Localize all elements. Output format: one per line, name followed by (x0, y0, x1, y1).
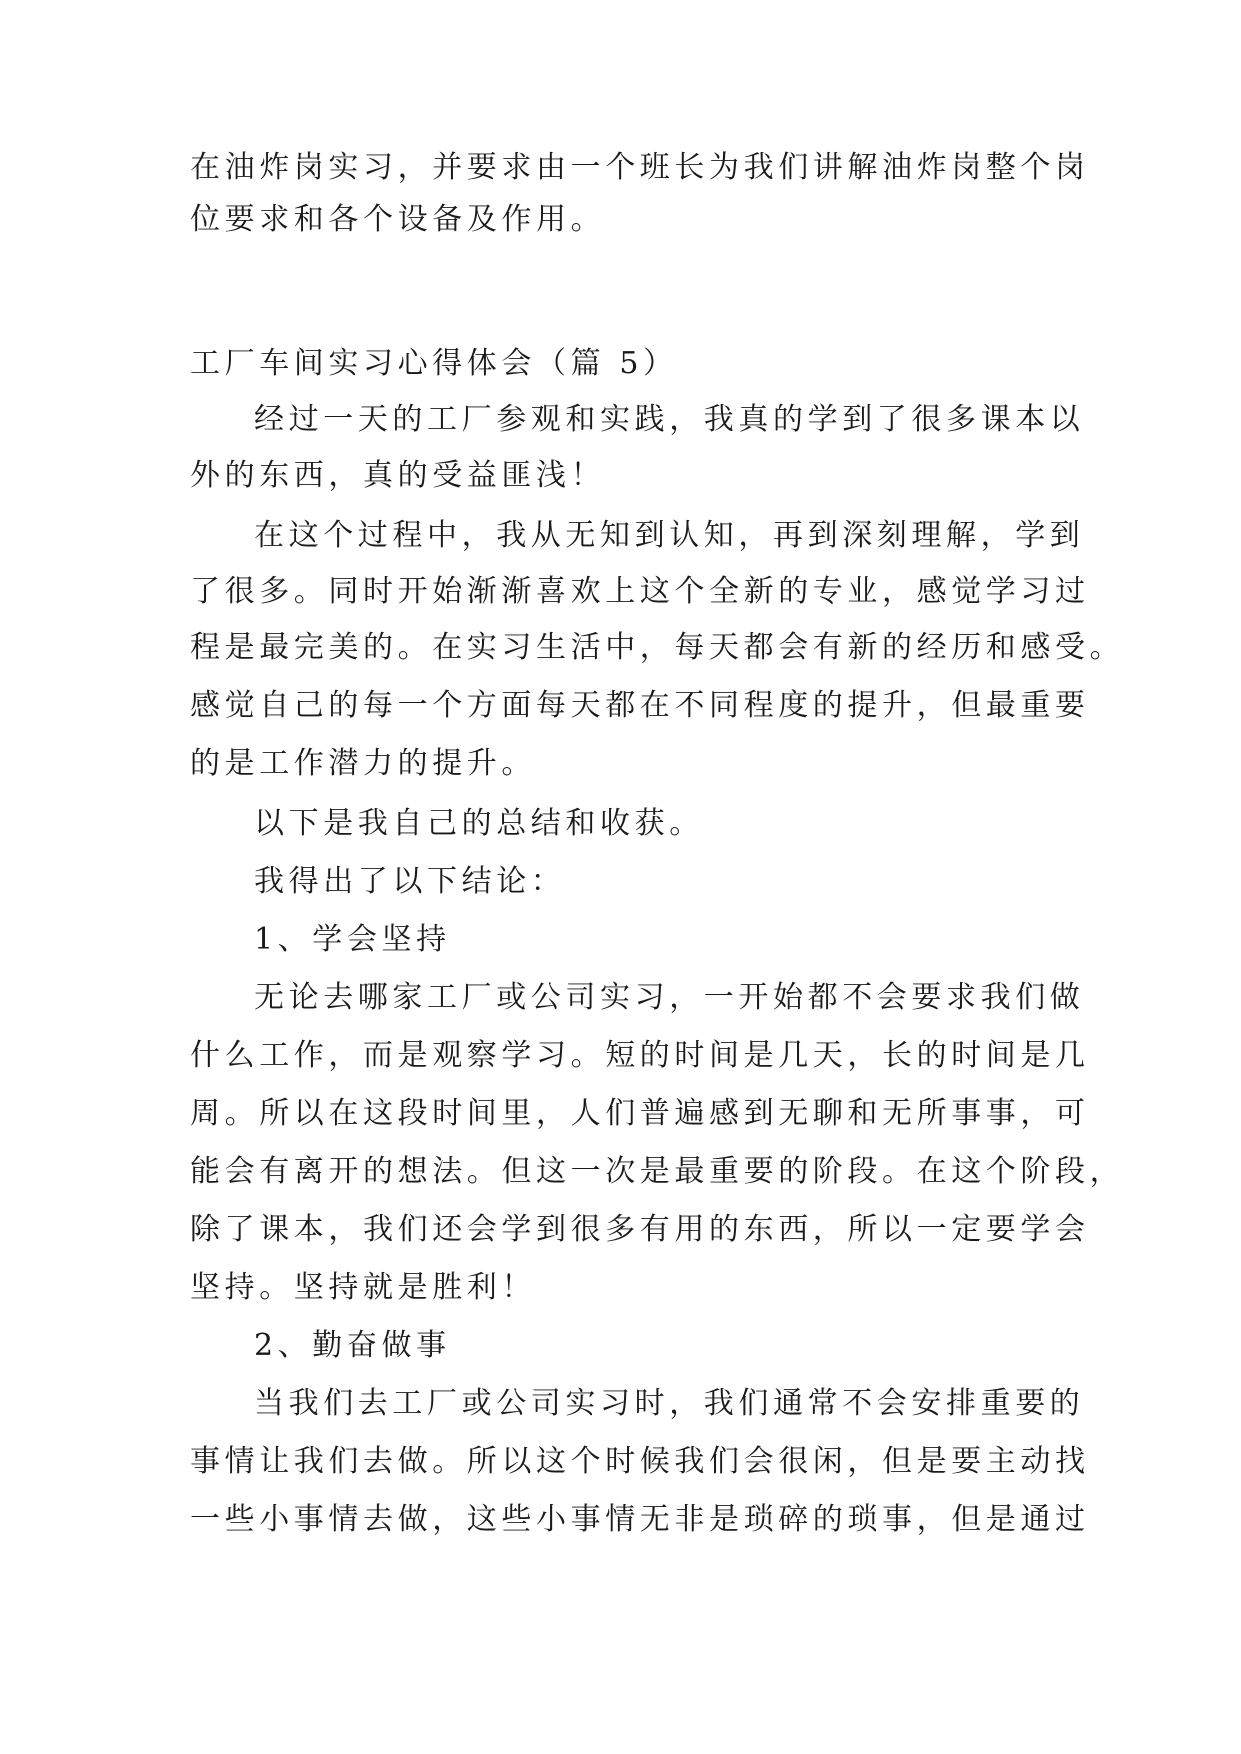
text-line: 感觉自己的每一个方面每天都在不同程度的提升，但最重要 (190, 688, 1090, 723)
text-line: 的是工作潜力的提升。 (190, 746, 536, 781)
text-line: 我得出了以下结论： (254, 864, 566, 899)
text-line: 了很多。同时开始渐渐喜欢上这个全新的专业，感觉学习过 (190, 574, 1090, 609)
text-line: 坚持。坚持就是胜利！ (190, 1270, 536, 1305)
text-line: 程是最完美的。在实习生活中，每天都会有新的经历和感受。 (190, 630, 1125, 665)
text-line: 以下是我自己的总结和收获。 (254, 806, 704, 841)
text-line: 在油炸岗实习，并要求由一个班长为我们讲解油炸岗整个岗 (190, 150, 1090, 185)
text-line: 能会有离开的想法。但这一次是最重要的阶段。在这个阶段， (190, 1154, 1125, 1189)
text-line: 事情让我们去做。所以这个时候我们会很闲，但是要主动找 (190, 1444, 1090, 1479)
text-line: 周。所以在这段时间里，人们普遍感到无聊和无所事事，可 (190, 1096, 1090, 1131)
text-line: 什么工作，而是观察学习。短的时间是几天，长的时间是几 (190, 1038, 1090, 1073)
text-line: 无论去哪家工厂或公司实习，一开始都不会要求我们做 (254, 980, 1085, 1015)
text-line: 位要求和各个设备及作用。 (190, 202, 606, 237)
text-line: 一些小事情去做，这些小事情无非是琐碎的琐事，但是通过 (190, 1502, 1090, 1537)
list-heading: 1、学会坚持 (254, 922, 451, 957)
section-heading: 工厂车间实习心得体会（篇 5） (190, 346, 678, 381)
text-line: 在这个过程中，我从无知到认知，再到深刻理解，学到 (254, 518, 1085, 553)
text-line: 除了课本，我们还会学到很多有用的东西，所以一定要学会 (190, 1212, 1090, 1247)
list-heading: 2、勤奋做事 (254, 1328, 451, 1363)
text-line: 经过一天的工厂参观和实践，我真的学到了很多课本以 (254, 402, 1085, 437)
text-line: 当我们去工厂或公司实习时，我们通常不会安排重要的 (254, 1386, 1085, 1421)
text-line: 外的东西，真的受益匪浅！ (190, 458, 606, 493)
